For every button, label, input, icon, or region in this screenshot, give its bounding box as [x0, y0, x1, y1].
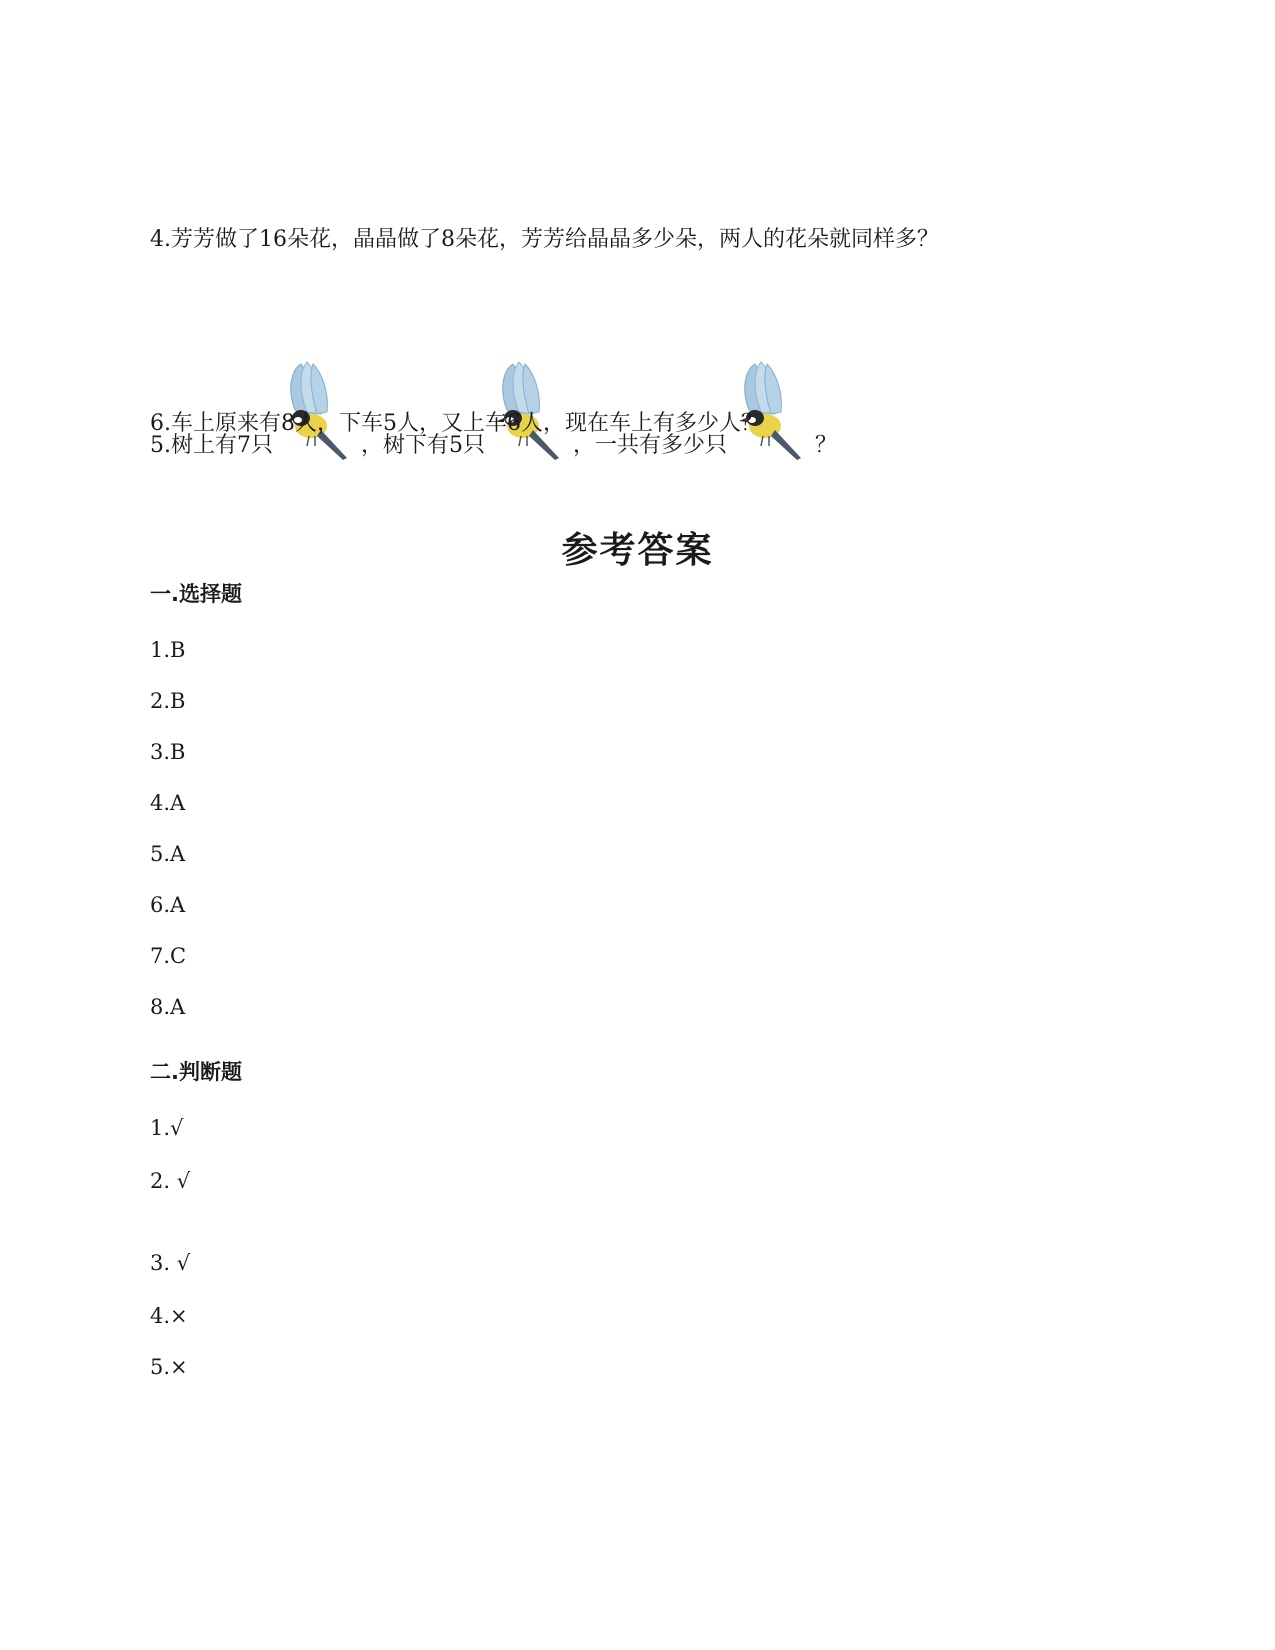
answer-item: 5.× [150, 1355, 188, 1379]
answer-item: 8.A [150, 995, 186, 1019]
answer-item: 1.B [150, 638, 186, 662]
question-5-part-3: ，一共有多少只 [573, 433, 728, 458]
answer-item: 2. √ [150, 1169, 191, 1193]
answer-item: 4.× [150, 1304, 188, 1328]
answer-item: 3.B [150, 740, 186, 764]
answer-item: 5.A [150, 842, 186, 866]
question-4: 4.芳芳做了16朵花，晶晶做了8朵花，芳芳给晶晶多少朵，两人的花朵就同样多？ [150, 227, 939, 252]
answer-item: 4.A [150, 791, 186, 815]
answer-item: 1.√ [150, 1116, 184, 1140]
question-5-part-4: ？ [815, 433, 838, 458]
answer-item: 3. √ [150, 1251, 191, 1275]
answer-title: 参考答案 [561, 530, 714, 571]
answer-item: 7.C [150, 944, 187, 968]
question-5-part-1: 5.树上有7只 [150, 433, 273, 458]
question-5-part-2: ，树下有5只 [361, 433, 485, 458]
question-6: 6.车上原来有8人，下车5人，又上车6人，现在车上有多少人？ [150, 411, 763, 436]
section-heading-judge: 二.判断题 [150, 1060, 242, 1084]
section-heading-choice: 一.选择题 [150, 582, 242, 606]
answer-item: 2.B [150, 689, 186, 713]
answer-item: 6.A [150, 893, 186, 917]
